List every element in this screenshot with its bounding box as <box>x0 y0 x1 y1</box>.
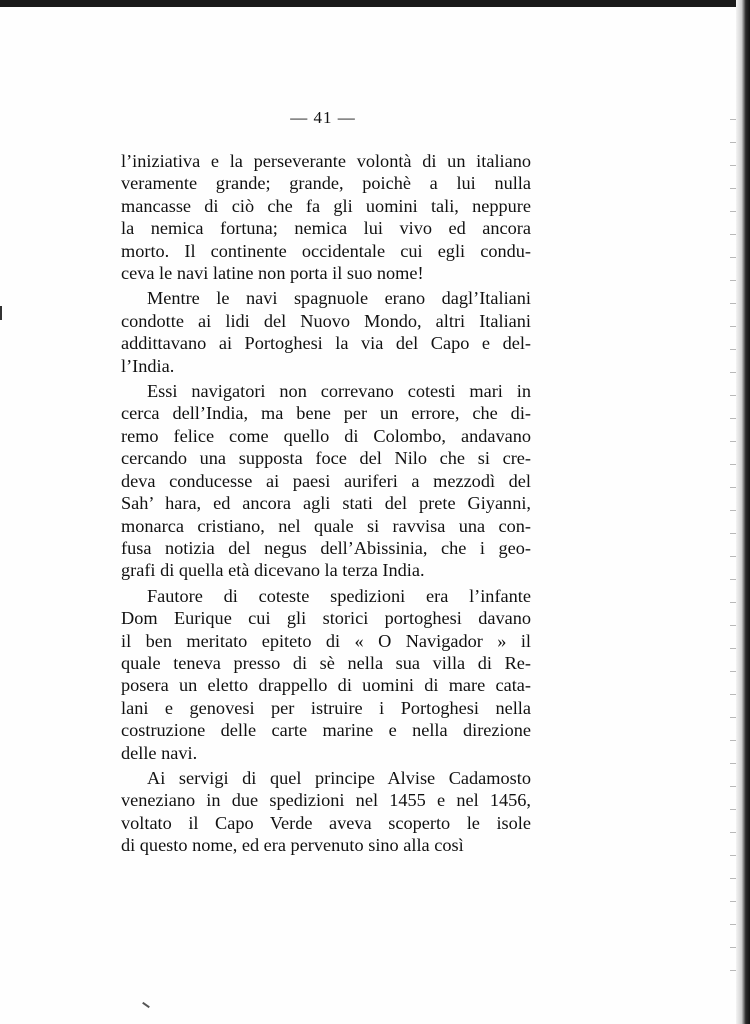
stray-mark <box>142 1002 150 1008</box>
margin-mark <box>0 306 6 320</box>
text-line: Sah’ hara, ed ancora agli stati del prete Giyanni, <box>121 493 531 514</box>
paragraph <box>121 287 531 377</box>
text-line: mancasse di ciò che fa gli uomini tali, neppure <box>121 195 531 216</box>
text-line: addittavano ai Portoghesi la via del Capo e del- <box>121 333 531 354</box>
text-line: ceva le navi latine non porta il suo nome! <box>121 263 424 284</box>
text-line: costruzione delle carte marine e nella direzione <box>121 720 531 741</box>
text-line: Dom Eurique cui gli storici portoghesi davano <box>121 608 531 629</box>
text-line: quale teneva presso di sè nella sua villa di Re- <box>121 652 531 673</box>
paragraph <box>121 150 531 284</box>
text-line: Essi navigatori non correvano cotesti mari in <box>147 381 531 402</box>
body-text <box>121 150 531 857</box>
text-line: deva conducesse ai paesi auriferi a mezzodì del <box>121 470 531 491</box>
text-line: veneziano in due spedizioni nel 1455 e nel 1456, <box>121 790 531 811</box>
text-line: condotte ai lidi del Nuovo Mondo, altri Italiani <box>121 310 531 331</box>
text-line: il ben meritato epiteto di « O Navigador » il <box>121 630 531 651</box>
paragraph <box>121 380 531 582</box>
text-line: morto. Il continente occidentale cui egli condu- <box>121 240 531 261</box>
text-line: la nemica fortuna; nemica lui vivo ed ancora <box>121 218 531 239</box>
text-line: voltato il Capo Verde aveva scoperto le isole <box>121 812 531 833</box>
text-line: grafi di quella età dicevano la terza India. <box>121 560 425 581</box>
text-line: di questo nome, ed era pervenuto sino alla così <box>121 835 464 856</box>
text-line: posera un eletto drappello di uomini di mare cata- <box>121 675 531 696</box>
text-line: Ai servigi di quel principe Alvise Cadamosto <box>147 767 531 788</box>
text-line: remo felice come quello di Colombo, andavano <box>121 425 531 446</box>
page-number: — 41 — <box>290 108 356 127</box>
text-line: cerca dell’India, ma bene per un errore, che di- <box>121 403 531 424</box>
text-line: monarca cristiano, nel quale si ravvisa una con- <box>121 515 531 536</box>
page-edge-texture <box>730 110 736 990</box>
paragraph <box>121 585 531 764</box>
scan-top-edge <box>0 0 750 7</box>
text-line: l’iniziativa e la perseverante volontà di un italiano <box>121 151 531 171</box>
text-line: lani e genovesi per istruire i Portoghesi nella <box>121 697 531 718</box>
text-line: delle navi. <box>121 742 198 763</box>
text-line: l’India. <box>121 355 175 376</box>
scan-right-edge <box>736 0 750 1024</box>
text-line: cercando una supposta foce del Nilo che si cre- <box>121 448 531 469</box>
text-line: veramente grande; grande, poichè a lui nulla <box>121 173 531 194</box>
text-line: Mentre le navi spagnuole erano dagl’Italiani <box>147 288 531 309</box>
text-line: fusa notizia del negus dell’Abissinia, che i geo- <box>121 537 531 558</box>
text-line: Fautore di coteste spedizioni era l’infante <box>147 585 531 606</box>
paragraph <box>121 767 531 857</box>
